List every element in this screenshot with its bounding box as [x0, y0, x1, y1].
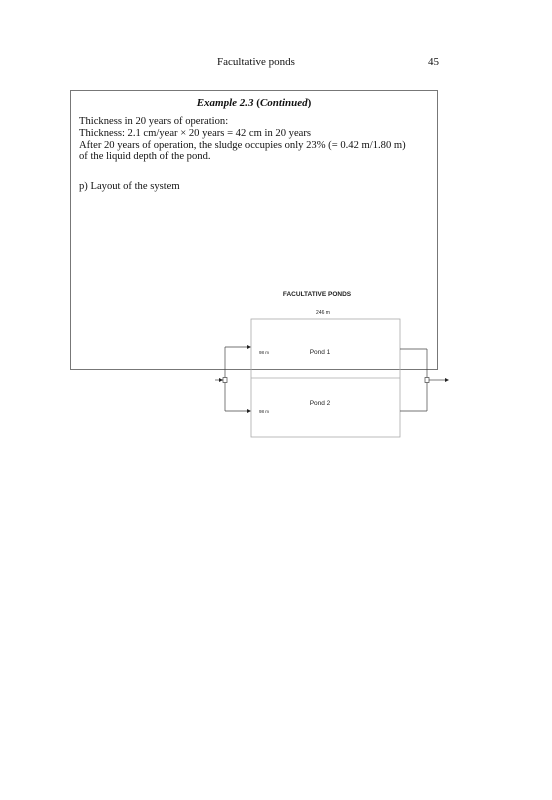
body-line: of the liquid depth of the pond.	[79, 151, 211, 163]
body-line: Thickness: 2.1 cm/year × 20 years = 42 cm in 20 years	[79, 127, 312, 139]
example-label: Example 2.3	[196, 97, 254, 109]
page-number: 45	[428, 56, 439, 68]
pond-length-label: 246 m	[316, 310, 330, 316]
diagram-title: FACULTATIVE PONDS	[282, 291, 352, 298]
pond1-inlet-arrow-icon	[247, 345, 251, 349]
body-line: Thickness in 20 years of operation:	[79, 116, 229, 127]
body-line: After 20 years of operation, the sludge occupies only 23% (= 0.42 m/1.80 m)	[79, 139, 406, 151]
example-box	[70, 90, 438, 414]
inlet-arrow-icon	[219, 378, 223, 382]
example-qualifier: Continued	[259, 97, 308, 109]
pond1-label: Pond 1	[309, 349, 331, 356]
running-title: Facultative ponds	[217, 56, 295, 68]
outlet-piping	[400, 349, 445, 411]
pond2-label: Pond 2	[309, 400, 331, 407]
pond1-width-label: 98 m	[259, 350, 270, 355]
running-head	[0, 56, 552, 72]
pond2-inlet-arrow-icon	[247, 409, 251, 413]
item-p: p) Layout of the system	[79, 181, 180, 192]
pond-layout-diagram	[141, 281, 509, 441]
outlet-arrow-icon	[445, 378, 449, 382]
pond2-width-label: 98 m	[259, 409, 270, 414]
example-title: Example 2.3 (Continued)	[196, 97, 312, 109]
example-body	[79, 116, 435, 163]
